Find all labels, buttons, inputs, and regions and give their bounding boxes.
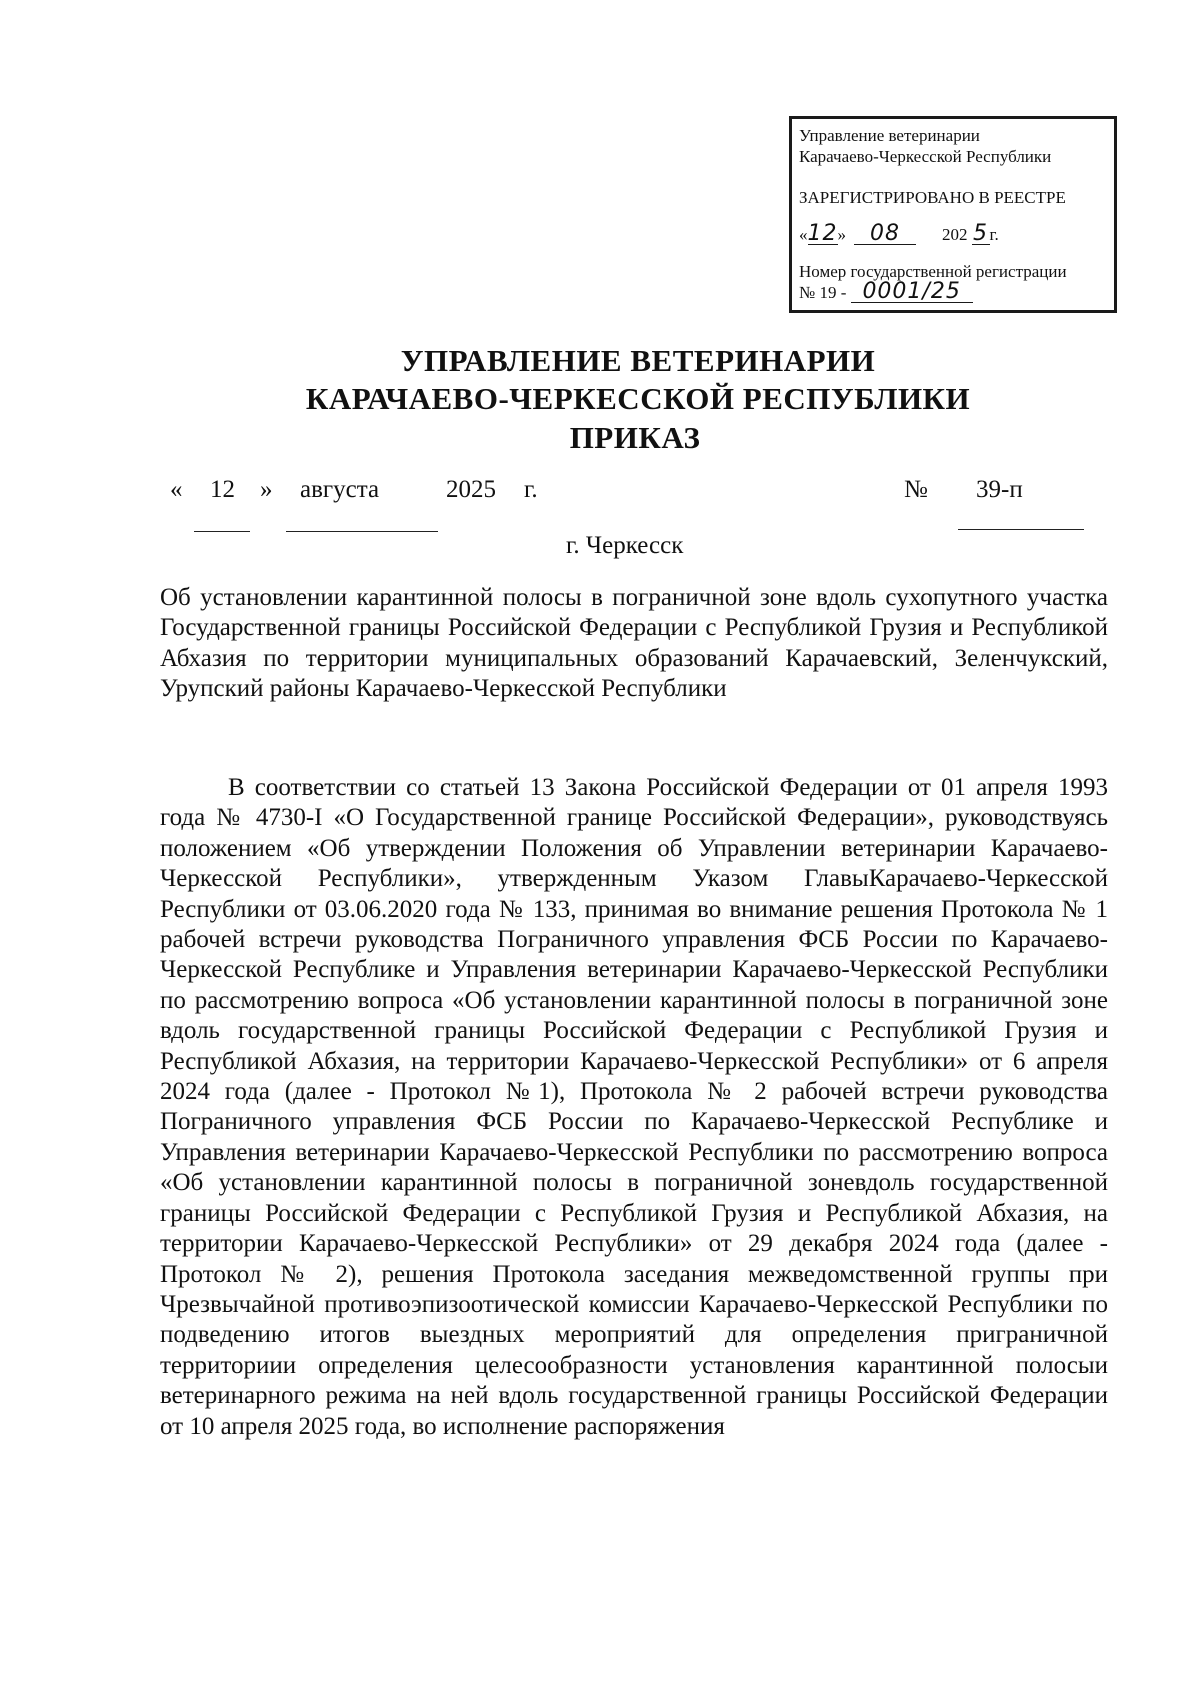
stamp-handwritten-reg-number: 0001/25 bbox=[851, 282, 973, 303]
stamp-handwritten-day: 12 bbox=[807, 221, 838, 246]
header-line-1: УПРАВЛЕНИЕ ВЕТЕРИНАРИИ bbox=[400, 343, 876, 378]
stamp-reg-label: Номер государственной регистрации bbox=[799, 262, 1067, 281]
stamp-org-line2: Карачаево-Черкесской Республики bbox=[799, 147, 1052, 166]
date-year-suffix: г. bbox=[524, 476, 538, 503]
month-underline bbox=[286, 531, 438, 532]
date-month: августа bbox=[300, 476, 380, 503]
day-underline bbox=[194, 531, 250, 532]
number-sign: № bbox=[904, 476, 928, 503]
document-type-title: ПРИКАЗ bbox=[569, 420, 701, 455]
stamp-reg-prefix: № 19 - bbox=[799, 283, 847, 302]
stamp-close-quote: » bbox=[837, 225, 846, 244]
registration-stamp bbox=[789, 116, 1117, 313]
order-number: 39-п bbox=[976, 476, 1023, 503]
date-day: 12 bbox=[210, 476, 235, 503]
stamp-year-suffix: г. bbox=[989, 225, 999, 244]
stamp-handwritten-month: 08 bbox=[854, 224, 916, 245]
header-line-2: КАРАЧАЕВО-ЧЕРКЕССКОЙ РЕСПУБЛИКИ bbox=[305, 381, 971, 416]
stamp-org-line1: Управление ветеринарии bbox=[799, 126, 980, 145]
stamp-handwritten-year-digit: 5 bbox=[973, 221, 988, 246]
order-body: В соответствии со статьей 13 Закона Российской Федерации от 01 апреля 1993 года № 4730-I «О Государственной границе Российской Федерации», руководствуясь положением «Об утверждении Положения об Управлении ветеринарии Карачаево-Черкесской Республики», утвержденным Указом ГлавыКарачаево-Черкесской Республики от 03.06.2020 года № 133, принимая во внимание решения Протокола № 1 рабочей встречи руководства Пограничного управления ФСБ России по Карачаево-Черкесской Республике и Управления ветеринарии Карачаево-Черкесской Республики по рассмотрению вопроса «Об установлении карантинной полосы в пограничной зоне вдоль государственной границы Российской Федерации с Республикой Грузия и Республикой Абхазия, на территории Карачаево-Черкесской Республики» от 6 апреля 2024 года (далее - Протокол №1), Протокола № 2 рабочей встречи руководства Пограничного управления ФСБ России по Карачаево-Черкесской Республике и Управления ветеринарии Карачаево-Черкесской Республики по рассмотрению вопроса «Об установлении карантинной полосы в пограничной зоневдоль государственной границы Российской Федерации с Республикой Грузия и Республикой Абхазия, на территории Карачаево-Черкесской Республики» от 29 декабря 2024 года (далее - Протокол № 2), решения Протокола заседания межведомственной группы при Чрезвычайной противоэпизоотической комиссии Карачаево-Черкесской Республики по подведению итогов выездных мероприятий для определения приграничной территориии определения целесообразности установления карантинной полосыи ветеринарного режима на ней вдоль государственной границы Российской Федерации от 10 апреля 2025 года, во исполнение распоряжения bbox=[160, 774, 1108, 1440]
order-title: Об установлении карантинной полосы в пограничной зоне вдоль сухопутного участка Государственной границы Российской Федерации с Республикой Грузия и Республикой Абхазия по территории муниципальных образований Карачаевский, Зеленчукский, Урупский районы Карачаево-Черкесской Республики bbox=[160, 584, 1108, 703]
stamp-reg-number-line bbox=[799, 279, 1106, 304]
city: г. Черкесск bbox=[566, 532, 684, 559]
stamp-registered-label: ЗАРЕГИСТРИРОВАНО В РЕЕСТРЕ bbox=[799, 188, 1066, 207]
date-year: 2025 bbox=[446, 476, 496, 503]
stamp-open-quote: « bbox=[799, 225, 808, 244]
stamp-date bbox=[799, 221, 1106, 246]
date-close-quote: » bbox=[260, 476, 273, 503]
number-underline bbox=[958, 529, 1084, 530]
date-open-quote: « bbox=[170, 476, 183, 503]
stamp-year-prefix: 202 bbox=[942, 225, 968, 244]
